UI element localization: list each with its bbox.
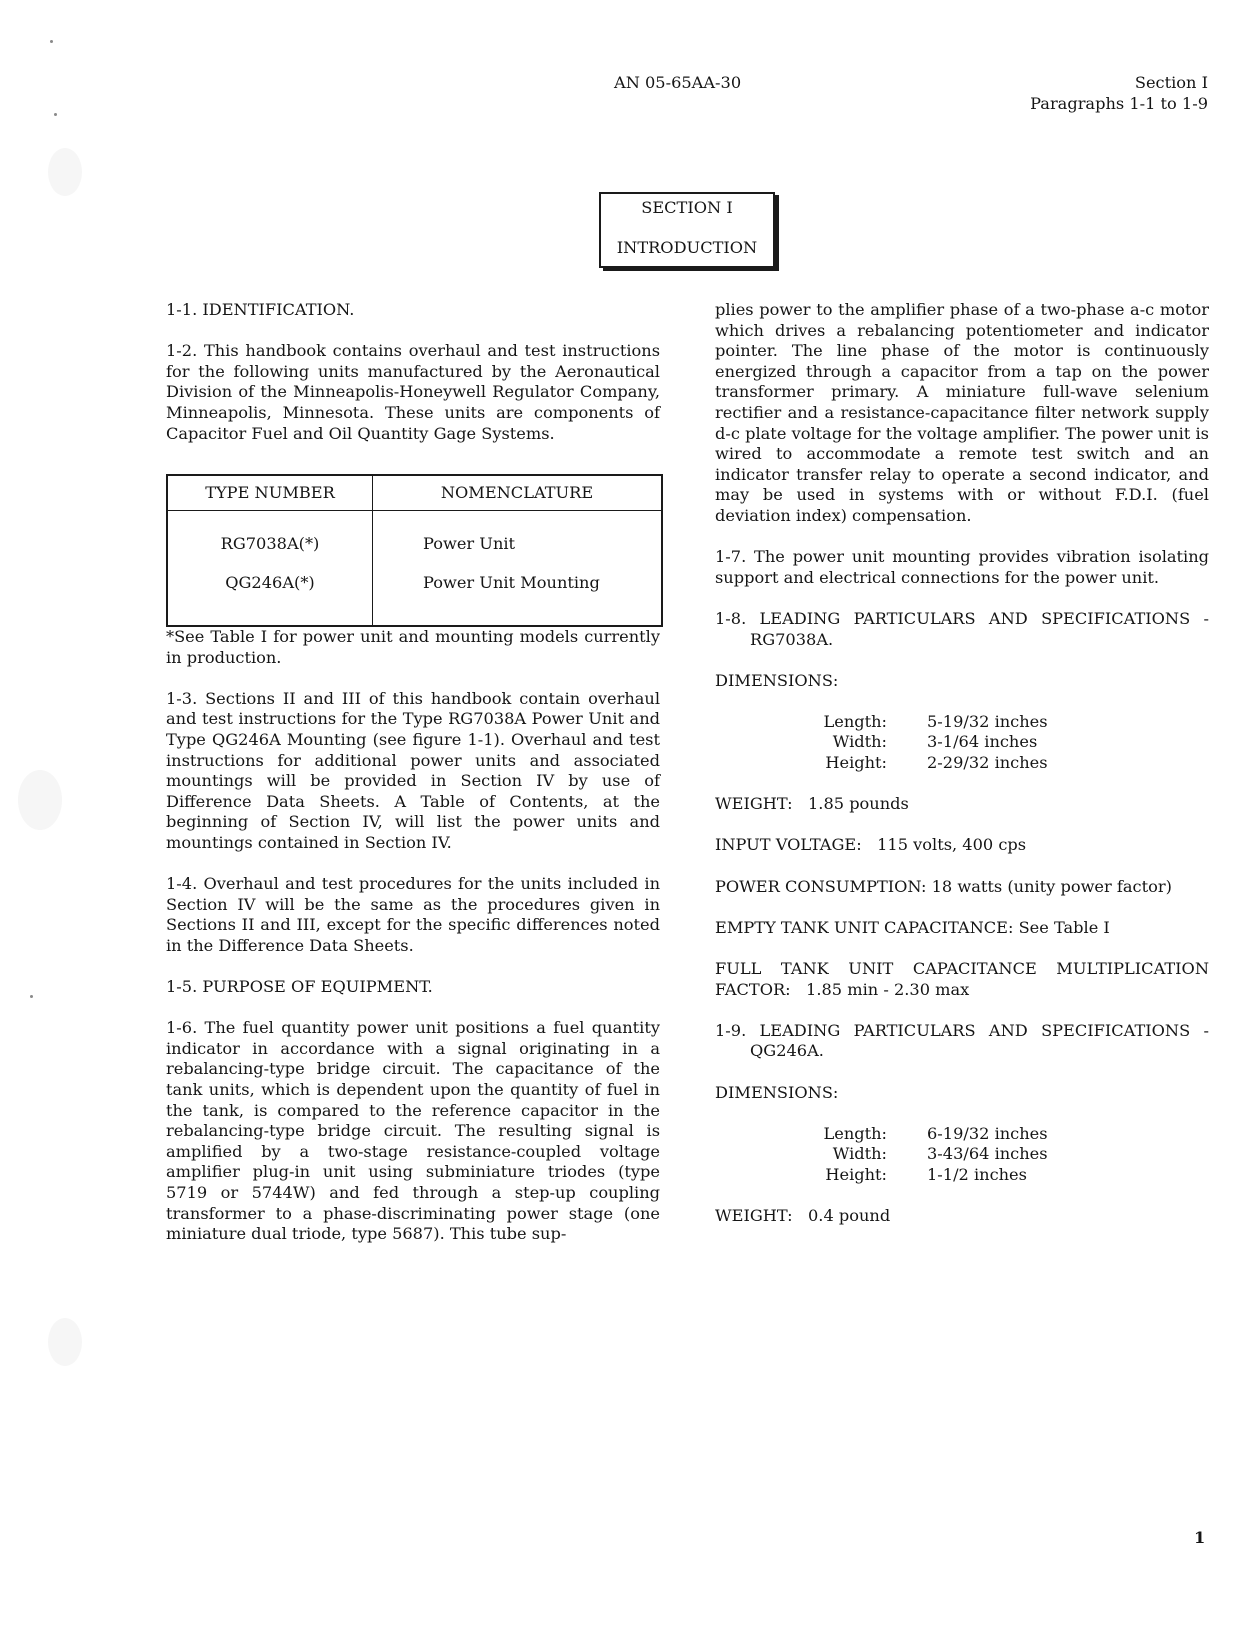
scan-speck (30, 995, 33, 998)
section-label: Section I (1134, 73, 1208, 92)
section-title: SECTION I (641, 198, 733, 217)
dimension-row (715, 753, 1209, 774)
dimension-row (715, 732, 1209, 753)
punch-hole-top (48, 148, 82, 196)
rg7038a-weight: WEIGHT: 1.85 pounds (715, 794, 909, 814)
table-header-nomenclature: NOMENCLATURE (373, 475, 663, 511)
dimension-value: 2-29/32 inches (927, 753, 1048, 773)
heading-purpose-of-equipment: 1-5. PURPOSE OF EQUIPMENT. (166, 977, 433, 997)
paragraph-1-3: 1-3. Sections II and III of this handbook contain overhaul and test instructions for the Type RG7038A Power Unit and Type QG246A Mounting (see figure 1-1). Overhaul and test instructions for additional power units and associated mountings will be provided in Section IV by use of Difference Data Sheets. A Table of Contents, at the beginning of Section IV, will list the power units and mountings contained in Section IV. (166, 688, 660, 852)
left-column-top (166, 300, 660, 444)
dimension-row (715, 1144, 1209, 1165)
section-subtitle: INTRODUCTION (616, 238, 758, 257)
dimension-value: 3-43/64 inches (927, 1144, 1048, 1164)
rg7038a-full-tank-multiplication: FULL TANK UNIT CAPACITANCE MULTIPLICATION FACTOR: 1.85 min - 2.30 max (715, 959, 1215, 999)
paragraph-1-2: 1-2. This handbook contains overhaul and test instructions for the following units manufactured by the Aeronautical Division of the Minneapolis-Honeywell Regulator Company, Minneapolis, Minnesota. These units are components of Capacitor Fuel and Oil Quantity Gage Systems. (166, 341, 660, 443)
right-column (715, 300, 1215, 1227)
qg246a-weight: WEIGHT: 0.4 pound (715, 1206, 891, 1226)
heading-specifications-qg246a: 1-9. LEADING PARTICULARS AND SPECIFICATIONS - QG246A. (715, 1020, 1209, 1061)
dimension-row (715, 1165, 1209, 1186)
dimension-value: 3-1/64 inches (927, 732, 1038, 752)
paragraph-1-6: 1-6. The fuel quantity power unit positions a fuel quantity indicator in accordance with a signal originating in a rebalancing-type bridge circuit. The capacitance of the tank units, which is dependent upon the quantity of fuel in the tank, is compared to the reference capacitor in the rebalancing-type bridge circuit. The resulting signal is amplified by a two-stage resistance-coupled voltage amplifier plug-in unit using subminiature triodes (type 5719 or 5744W) and fed through a step-up coupling transformer to a phase-discriminating power stage (one miniature dual triode, type 5687). This tube sup- (166, 1018, 660, 1244)
table-footnote: *See Table I for power unit and mounting models currently in production. (166, 627, 660, 667)
heading-specifications-rg7038a: 1-8. LEADING PARTICULARS AND SPECIFICATIONS - RG7038A. (715, 608, 1209, 649)
dimension-value: 5-19/32 inches (927, 711, 1048, 731)
unit-table (166, 474, 663, 627)
paragraph-1-6-continued: plies power to the amplifier phase of a two-phase a-c motor which drives a rebalancing potentiometer and indicator pointer. The line phase of the motor is continuously energized through a capacitor from a tap on the power transformer primary. A miniature full-wave selenium rectifier and a resistance-capacitance filter network supply d-c plate voltage for the voltage amplifier. The power unit is wired to accommodate a remote test switch and an indicator transfer relay to operate a second indicator, and may be used in systems with or without F.D.I. (fuel deviation index) compensation. (715, 300, 1209, 525)
rg7038a-input-voltage: INPUT VOLTAGE: 115 volts, 400 cps (715, 835, 1027, 855)
dimension-row (715, 712, 1209, 733)
paragraph-1-7: 1-7. The power unit mounting provides vibration isolating support and electrical connections for the power unit. (715, 547, 1209, 587)
scan-speck (54, 113, 57, 116)
rg7038a-dimensions (715, 712, 1209, 774)
page-header-right (1030, 73, 1208, 114)
table-row (167, 555, 662, 626)
scan-speck (50, 40, 53, 43)
rg7038a-power-consumption: POWER CONSUMPTION: 18 watts (unity power factor) (715, 876, 1172, 896)
paragraph-range: Paragraphs 1-1 to 1-9 (1030, 93, 1208, 113)
table-header-row (167, 475, 662, 511)
rg7038a-empty-tank-capacitance: EMPTY TANK UNIT CAPACITANCE: See Table I (715, 917, 1110, 937)
dimension-value: 1-1/2 inches (927, 1164, 1027, 1184)
section-title-box (599, 192, 775, 268)
table-cell-nomenclature: Power Unit (373, 511, 663, 556)
dimension-label: Length: (823, 1123, 887, 1143)
table-row (167, 511, 662, 556)
qg246a-dimensions (715, 1124, 1209, 1186)
table-cell-type: QG246A(*) (167, 555, 373, 626)
dimensions-label: DIMENSIONS: (715, 670, 839, 690)
punch-hole-bottom (48, 1318, 82, 1366)
dimension-row (715, 1124, 1209, 1145)
dimension-label: Width: (832, 1144, 887, 1164)
heading-identification: 1-1. IDENTIFICATION. (166, 300, 355, 319)
table-cell-nomenclature: Power Unit Mounting (373, 555, 663, 626)
dimension-label: Height: (825, 1164, 887, 1184)
paragraph-1-4: 1-4. Overhaul and test procedures for the units included in Section IV will be the same as the procedures given in Sections II and III, except for the specific differences noted in the Difference Data Sheets. (166, 874, 660, 955)
dimension-label: Length: (823, 711, 887, 731)
table-cell-type: RG7038A(*) (167, 511, 373, 556)
dimension-value: 6-19/32 inches (927, 1123, 1048, 1143)
dimensions-label: DIMENSIONS: (715, 1082, 839, 1102)
table-header-type-number: TYPE NUMBER (167, 475, 373, 511)
dimension-label: Width: (832, 732, 887, 752)
document-number: AN 05-65AA-30 (614, 73, 742, 92)
left-column-bottom (166, 627, 660, 1245)
page-number: 1 (1194, 1528, 1206, 1547)
dimension-label: Height: (825, 753, 887, 773)
punch-hole-middle (18, 770, 62, 830)
